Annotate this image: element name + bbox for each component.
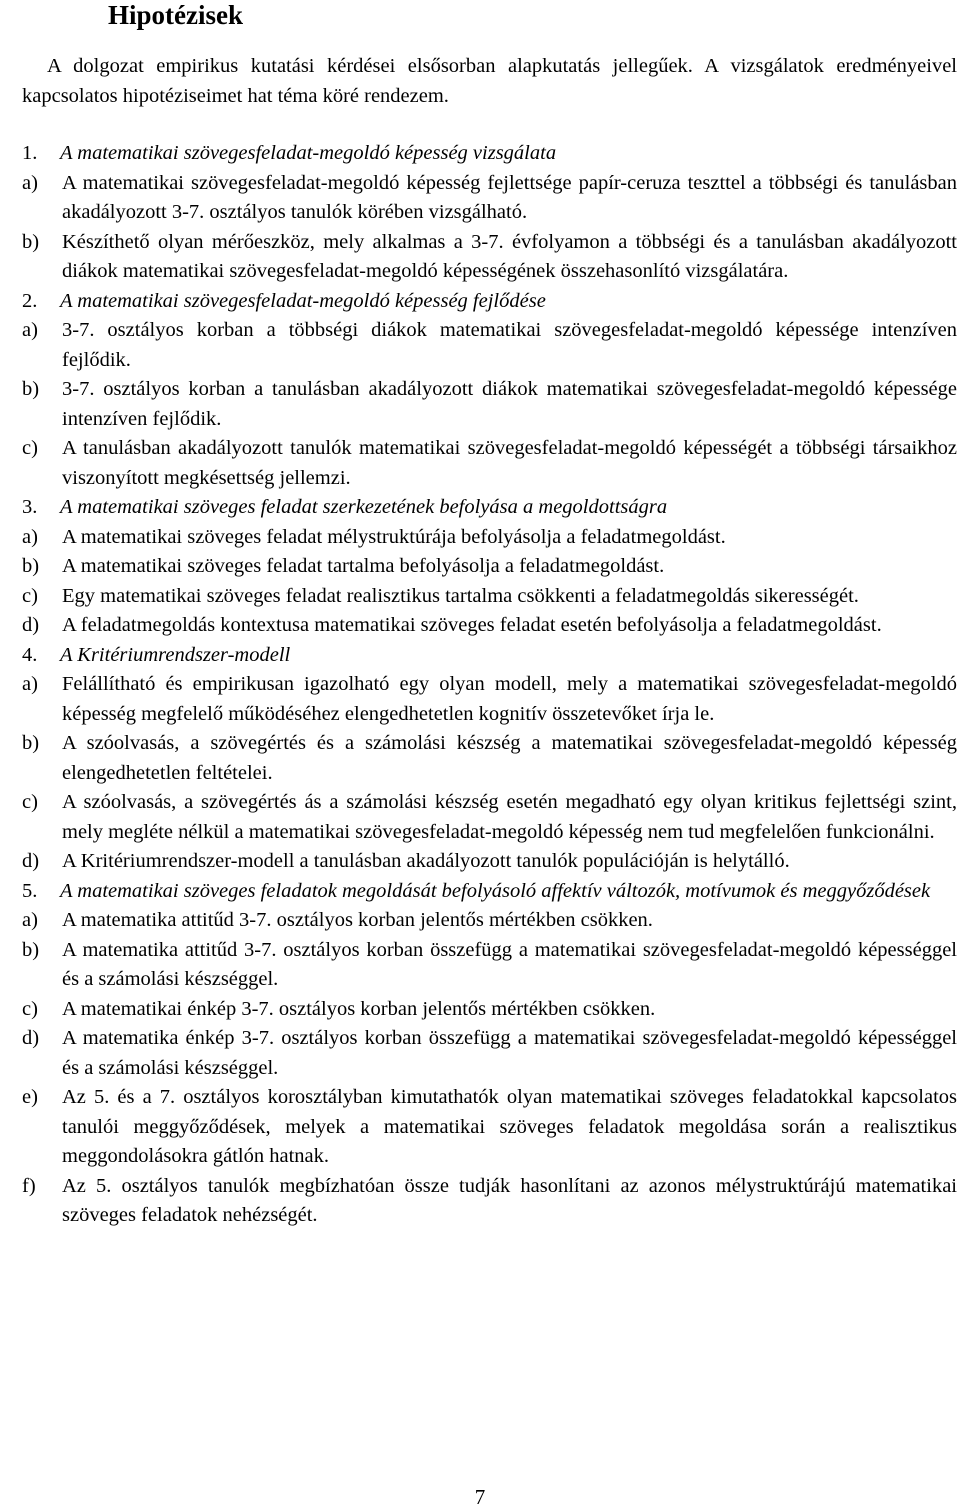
section-title: A matematikai szövegesfeladat-megoldó képesség vizsgálata [60,142,557,164]
hypothesis-item [22,1172,957,1231]
item-letter: e) [22,1086,38,1108]
item-letter: c) [22,997,38,1020]
section-heading [22,641,957,671]
hypothesis-item [22,788,957,847]
item-text: A matematika énkép 3-7. osztályos korban összefügg a matematikai szövegesfeladat-megoldó képességgel és a számolási készséggel. [62,1027,957,1079]
item-letter: d) [22,850,40,872]
page-number: 7 [474,1485,486,1509]
item-letter: d) [22,1027,40,1049]
hypothesis-section [22,287,957,494]
hypothesis-section [22,641,957,877]
hypothesis-item [22,552,957,582]
hypothesis-section [22,877,957,1231]
item-text: A feladatmegoldás kontextusa matematikai szöveges feladat esetén befolyásolja a feladatmegoldást. [62,614,882,636]
item-letter: f) [22,1174,36,1197]
item-text: 3-7. osztályos korban a tanulásban akadályozott diákok matematikai szövegesfeladat-megoldó képessége intenzíven fejlődik. [62,378,957,430]
hypothesis-item [22,582,957,612]
item-letter: b) [22,230,40,253]
hypothesis-item [22,995,957,1025]
section-number: 5. [22,879,38,902]
item-text: Az 5. és a 7. osztályos korosztályban kimutathatók olyan matematikai szöveges feladatokkal kapcsolatos tanulói meggyőződések, melyek a matematikai szöveges feladatok megoldása során a realisztikus meggondolásokra gátlón hatnak. [62,1086,957,1167]
section-number: 3. [22,496,38,518]
hypothesis-item [22,523,957,553]
item-text: Az 5. osztályos tanulók megbízhatóan össze tudják hasonlítani az azonos mélystruktúrájú matematikai szöveges feladatok nehézségét. [62,1174,957,1226]
item-letter: a) [22,319,38,341]
section-title: A matematikai szöveges feladatok megoldását befolyásoló affektív változók, motívumok és meggyőződések [60,879,931,902]
item-text: Egy matematikai szöveges feladat realisztikus tartalma csökkenti a feladatmegoldás sikerességét. [62,584,859,607]
item-text: A matematikai énkép 3-7. osztályos korban jelentős mértékben csökken. [62,997,656,1020]
hypothesis-item [22,847,957,877]
item-text: A szóolvasás, a szövegértés ás a számolási készség esetén megadható egy olyan kritikus fejlettségi szint, mely megléte nélkül a matematikai szövegesfeladat-megoldó képesség nem tud megfelelően funkcionálni. [62,791,957,843]
section-title: A matematikai szöveges feladat szerkezetének befolyása a megoldottságra [60,496,668,518]
hypothesis-list [22,139,957,1231]
hypothesis-item [22,1083,957,1172]
section-number: 2. [22,289,38,312]
item-text: Készíthető olyan mérőeszköz, mely alkalmas a 3-7. évfolyamon a többségi és a tanulásban akadályozott diákok matematikai szövegesfeladat-megoldó képességének összehasonlító vizsgálatára. [62,230,957,282]
item-text: 3-7. osztályos korban a többségi diákok matematikai szövegesfeladat-megoldó képessége intenzíven fejlődik. [62,319,957,371]
item-text: A matematika attitűd 3-7. osztályos korban összefügg a matematikai szövegesfeladat-megoldó képességgel és a számolási készséggel. [62,938,957,990]
item-letter: c) [22,791,38,813]
item-text: A matematika attitűd 3-7. osztályos korban jelentős mértékben csökken. [62,909,653,931]
hypothesis-item [22,906,957,936]
section-title: A matematikai szövegesfeladat-megoldó képesség fejlődése [60,289,546,312]
item-letter: a) [22,673,38,695]
section-heading [22,139,957,169]
hypothesis-item [22,611,957,641]
hypothesis-item [22,375,957,434]
item-text: Felállítható és empirikusan igazolható egy olyan modell, mely a matematikai szövegesfeladat-megoldó képesség megfelelő működéséhez elengedhetetlen kognitív összetevőket írja le. [62,673,957,725]
item-letter: b) [22,378,40,400]
item-letter: a) [22,525,38,548]
item-text: A szóolvasás, a szövegértés és a számolási készség a matematikai szövegesfeladat-megoldó képesség elengedhetetlen feltételei. [62,732,957,784]
item-letter: b) [22,732,40,754]
section-heading [22,493,957,523]
hypothesis-item [22,169,957,228]
section-heading [22,287,957,317]
hypothesis-item [22,316,957,375]
hypothesis-item [22,729,957,788]
section-title: A Kritériumrendszer-modell [60,643,291,666]
hypothesis-item [22,670,957,729]
hypothesis-section [22,493,957,641]
item-letter: d) [22,614,40,636]
intro-paragraph: A dolgozat empirikus kutatási kérdései elsősorban alapkutatás jellegűek. A vizsgálatok eredményeivel kapcsolatos hipotéziseimet hat téma köré rendezem. [22,55,957,107]
hypothesis-item [22,434,957,493]
item-letter: a) [22,171,38,194]
section-heading [22,877,957,907]
section-number: 1. [22,142,38,164]
hypothesis-item [22,936,957,995]
item-text: A matematikai szöveges feladat tartalma befolyásolja a feladatmegoldást. [62,555,665,577]
item-letter: b) [22,555,40,577]
hypothesis-section [22,139,957,287]
item-text: A matematikai szöveges feladat mélystruktúrája befolyásolja a feladatmegoldást. [62,525,726,548]
item-text: A tanulásban akadályozott tanulók matematikai szövegesfeladat-megoldó képességét a többségi társaikhoz viszonyított megkésettség jellemzi. [62,437,957,489]
page-title: Hipotézisek [108,0,243,30]
item-letter: c) [22,437,38,459]
item-letter: a) [22,909,38,931]
hypothesis-item [22,1024,957,1083]
section-number: 4. [22,643,38,666]
item-text: A Kritériumrendszer-modell a tanulásban akadályozott tanulók populációján is helytálló. [62,850,790,872]
hypothesis-item [22,228,957,287]
item-text: A matematikai szövegesfeladat-megoldó képesség fejlettsége papír-ceruza teszttel a többségi és tanulásban akadályozott 3-7. osztályos tanulók körében vizsgálható. [62,171,957,223]
item-letter: b) [22,938,40,961]
item-letter: c) [22,584,38,607]
